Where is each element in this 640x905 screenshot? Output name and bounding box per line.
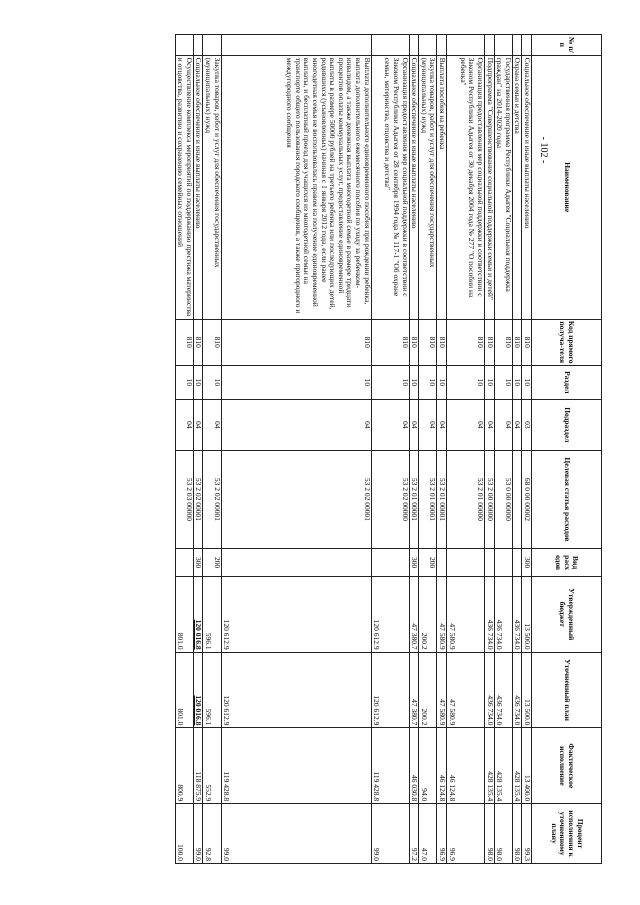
cell-pct: 98.0 xyxy=(494,804,512,864)
cell-name: Выплата дополнительного единовременного пособия при рождении ребенка, выплата дополнительного ежемесячного пособия по уходу за ребенком-инвалидом, а также денежная выплата многодетной семье в размере тридцати процентов оплаты коммунальных услуг, предоставление единовременной выплаты в размере 50000 рублей на третьего ребенка или последующих детей, родившихся (усыновленных) начиная с 1 января 2012 года, если ранее многодетная семья не воспользовалась правом на получение единовременной выплаты, и бесплатный проезд для учащихся из многодетной семьи на транспорте общего пользования городского сообщения, а также пригородного и междугородного сообщения xyxy=(221,55,371,319)
cell-utochn: 47 380.7 xyxy=(409,652,419,728)
cell-vr: 200 xyxy=(203,549,221,577)
header-vr: Вид расх одов xyxy=(532,549,602,577)
cell-num xyxy=(485,35,495,56)
cell-plan: 120 016.8 xyxy=(193,576,203,652)
cell-plan: 436 734.0 xyxy=(494,576,512,652)
cell-name: Организация предоставления мер социальной поддержки в соответствии с Законом Республики Адыгея от 28 сентября 1994 года № 117-1 "Об охране семьи, материнства, отцовства и детства" xyxy=(371,55,409,319)
header-podrazdel: Подраздел xyxy=(532,400,602,451)
cell-rz: 10 xyxy=(203,365,221,399)
cell-vr xyxy=(485,549,495,577)
cell-kod: 810 xyxy=(522,319,532,365)
cell-kod: 810 xyxy=(175,319,193,365)
cell-vr xyxy=(371,549,409,577)
cell-utochn: 120 612.9 xyxy=(371,652,409,728)
cell-pr: 04 xyxy=(437,400,447,451)
cell-fakt: 46 124.8 xyxy=(447,728,485,804)
header-kod: Код прямого получа-теля xyxy=(532,319,602,365)
cell-vr: 200 xyxy=(419,549,437,577)
cell-fakt: 46 124.8 xyxy=(437,728,447,804)
cell-plan: 596.1 xyxy=(203,576,221,652)
cell-pr: 04 xyxy=(494,400,512,451)
cell-kod: 810 xyxy=(437,319,447,365)
cell-pct: 98.0 xyxy=(512,804,522,864)
cell-pct: 98.0 xyxy=(485,804,495,864)
page-number: - 102 - xyxy=(538,136,549,164)
cell-utochn: 436 734.0 xyxy=(512,652,522,728)
cell-pct: 99.3 xyxy=(522,804,532,864)
table-body xyxy=(175,35,531,864)
cell-kod: 810 xyxy=(494,319,512,365)
cell-utochn: 47 580.9 xyxy=(447,652,485,728)
cell-rz: 10 xyxy=(409,365,419,399)
cell-fakt: 118 875.9 xyxy=(193,728,203,804)
cell-name: Социальное обеспечение и иные выплаты населению xyxy=(522,55,532,319)
cell-fakt: 428 135.4 xyxy=(512,728,522,804)
cell-cs: 53 2 01 00001 xyxy=(409,450,419,549)
cell-num xyxy=(494,35,512,56)
header-num: № п/п xyxy=(532,35,602,56)
cell-kod: 810 xyxy=(193,319,203,365)
cell-name: Осуществление комплекса мероприятий по поддержанию престижа материнства и отцовства, развитию и сохранению семейных отношений xyxy=(175,55,193,319)
cell-vr: 300 xyxy=(409,549,419,577)
cell-plan: 120 612.9 xyxy=(221,576,371,652)
header-cs: Целевая статья расходов xyxy=(532,450,602,549)
header-name: Наименование xyxy=(532,55,602,319)
header-utochn: Уточненный план xyxy=(532,652,602,728)
table-row xyxy=(447,35,485,864)
cell-pct: 96.9 xyxy=(437,804,447,864)
cell-pr: 04 xyxy=(409,400,419,451)
cell-vr: 300 xyxy=(193,549,203,577)
cell-num xyxy=(203,35,221,56)
cell-cs: 53 2 02 00001 xyxy=(203,450,221,549)
cell-name: Социальное обеспечение и иные выплаты населению xyxy=(193,55,203,319)
cell-cs: 53 2 01 00001 xyxy=(437,450,447,549)
cell-pr: 04 xyxy=(221,400,371,451)
cell-rz: 10 xyxy=(494,365,512,399)
cell-pct: 96.9 xyxy=(447,804,485,864)
cell-fakt: 800.9 xyxy=(175,728,193,804)
header-razdel: Раздел xyxy=(532,365,602,399)
cell-kod: 810 xyxy=(485,319,495,365)
cell-pr: 04 xyxy=(203,400,221,451)
cell-rz: 10 xyxy=(522,365,532,399)
table-row xyxy=(437,35,447,864)
cell-pct: 99.0 xyxy=(193,804,203,864)
cell-fakt: 552.9 xyxy=(203,728,221,804)
cell-pct: 92.8 xyxy=(203,804,221,864)
cell-name: Выплата пособия на ребенка xyxy=(437,55,447,319)
cell-pr: 04 xyxy=(419,400,437,451)
cell-fakt: 119 428.8 xyxy=(221,728,371,804)
cell-pr: 04 xyxy=(193,400,203,451)
cell-fakt: 119 428.8 xyxy=(371,728,409,804)
table-row xyxy=(419,35,437,864)
cell-num xyxy=(371,35,409,56)
table-row xyxy=(512,35,522,864)
cell-num xyxy=(447,35,485,56)
cell-vr xyxy=(175,549,193,577)
cell-pct: 99.0 xyxy=(221,804,371,864)
cell-plan: 436 734.0 xyxy=(485,576,495,652)
cell-num xyxy=(193,35,203,56)
cell-num xyxy=(175,35,193,56)
cell-num xyxy=(522,35,532,56)
cell-plan: 47 580.9 xyxy=(447,576,485,652)
table-row xyxy=(522,35,532,864)
cell-pct: 99.0 xyxy=(371,804,409,864)
header-fakt: Фактическое исполнение xyxy=(532,728,602,804)
cell-pr: 04 xyxy=(485,400,495,451)
cell-fakt: 46 030.8 xyxy=(409,728,419,804)
cell-num xyxy=(419,35,437,56)
cell-rz: 10 xyxy=(221,365,371,399)
cell-cs: 53 2 01 00001 xyxy=(419,450,437,549)
cell-fakt: 428 135.4 xyxy=(485,728,495,804)
cell-name: Государственная программа Республики Адыгея "Социальная поддержка граждан" на 2014-2020 годы xyxy=(494,55,512,319)
cell-plan: 436 734.0 xyxy=(512,576,522,652)
cell-num xyxy=(512,35,522,56)
cell-kod: 810 xyxy=(512,319,522,365)
cell-rz: 10 xyxy=(485,365,495,399)
cell-kod: 810 xyxy=(409,319,419,365)
cell-num xyxy=(437,35,447,56)
cell-name: Социальное обеспечение и иные выплаты населению xyxy=(409,55,419,319)
cell-cs: 53 2 01 00000 xyxy=(447,450,485,549)
table-row xyxy=(221,35,371,864)
cell-rz: 10 xyxy=(419,365,437,399)
cell-name: Организация предоставления мер социальной поддержки в соответствии с Законом Республики Адыгея от 30 декабря 2004 года № 277 "О пособии на ребенка" xyxy=(447,55,485,319)
cell-rz: 10 xyxy=(175,365,193,399)
cell-utochn: 120 612.9 xyxy=(221,652,371,728)
cell-vr: 300 xyxy=(522,549,532,577)
cell-pr: 04 xyxy=(175,400,193,451)
cell-pr: 04 xyxy=(371,400,409,451)
cell-utochn: 436 734.0 xyxy=(494,652,512,728)
cell-plan: 120 612.9 xyxy=(371,576,409,652)
cell-utochn: 200.2 xyxy=(419,652,437,728)
cell-utochn: 13 500.0 xyxy=(522,652,532,728)
cell-fakt: 13 400.0 xyxy=(522,728,532,804)
cell-utochn: 801.0 xyxy=(175,652,193,728)
cell-vr xyxy=(221,549,371,577)
table-header-row xyxy=(532,35,602,864)
cell-name: Подпрограмма "Совершенствование социальной поддержки семьи и детей" xyxy=(485,55,495,319)
cell-kod: 810 xyxy=(371,319,409,365)
cell-cs: 53 0 00 00000 xyxy=(494,450,512,549)
cell-vr xyxy=(447,549,485,577)
cell-plan: 801.0 xyxy=(175,576,193,652)
table-row xyxy=(371,35,409,864)
cell-cs: 53 2 02 00000 xyxy=(371,450,409,549)
table-row xyxy=(203,35,221,864)
cell-num xyxy=(221,35,371,56)
cell-name: Закупка товаров, работ и услуг для обеспечения государственных (муниципальных) нужд xyxy=(419,55,437,319)
cell-pct: 97.2 xyxy=(409,804,419,864)
cell-cs: 53 2 02 00001 xyxy=(193,450,203,549)
budget-table xyxy=(175,34,602,864)
cell-kod: 810 xyxy=(221,319,371,365)
cell-name: Закупка товаров, работ и услуг для обеспечения государственных (муниципальных) нужд xyxy=(203,55,221,319)
cell-utochn: 436 734.0 xyxy=(485,652,495,728)
cell-vr xyxy=(437,549,447,577)
cell-pr: 04 xyxy=(447,400,485,451)
cell-name: Охрана семьи и детства xyxy=(512,55,522,319)
cell-fakt: 428 135.4 xyxy=(494,728,512,804)
cell-plan: 13 500.0 xyxy=(522,576,532,652)
cell-cs: 53 2 00 00000 xyxy=(485,450,495,549)
cell-plan: 47 380.7 xyxy=(409,576,419,652)
cell-rz: 10 xyxy=(371,365,409,399)
cell-pr: 04 xyxy=(512,400,522,451)
header-plan: Утвержденный бюджет xyxy=(532,576,602,652)
cell-kod: 810 xyxy=(419,319,437,365)
cell-fakt: 94.0 xyxy=(419,728,437,804)
cell-cs xyxy=(512,450,522,549)
cell-utochn: 47 580.9 xyxy=(437,652,447,728)
rotated-page xyxy=(40,34,602,864)
cell-kod: 810 xyxy=(203,319,221,365)
cell-cs: 53 2 02 00001 xyxy=(221,450,371,549)
header-pct: Процент исполнения к уточненному плану xyxy=(532,804,602,864)
cell-rz: 10 xyxy=(437,365,447,399)
cell-plan: 200.2 xyxy=(419,576,437,652)
cell-utochn: 596.1 xyxy=(203,652,221,728)
cell-vr xyxy=(494,549,512,577)
table-row xyxy=(175,35,193,864)
cell-cs: 53 2 03 00000 xyxy=(175,450,193,549)
cell-pr: 03 xyxy=(522,400,532,451)
cell-kod: 810 xyxy=(447,319,485,365)
cell-cs: 68 0 00 00002 xyxy=(522,450,532,549)
table-row xyxy=(409,35,419,864)
table-row xyxy=(485,35,495,864)
cell-rz: 10 xyxy=(193,365,203,399)
cell-rz: 10 xyxy=(447,365,485,399)
table-row xyxy=(494,35,512,864)
cell-num xyxy=(409,35,419,56)
table-row xyxy=(193,35,203,864)
cell-utochn: 120 016.8 xyxy=(193,652,203,728)
cell-pct: 100.0 xyxy=(175,804,193,864)
cell-rz: 10 xyxy=(512,365,522,399)
cell-vr xyxy=(512,549,522,577)
cell-pct: 47.0 xyxy=(419,804,437,864)
cell-plan: 47 580.9 xyxy=(437,576,447,652)
